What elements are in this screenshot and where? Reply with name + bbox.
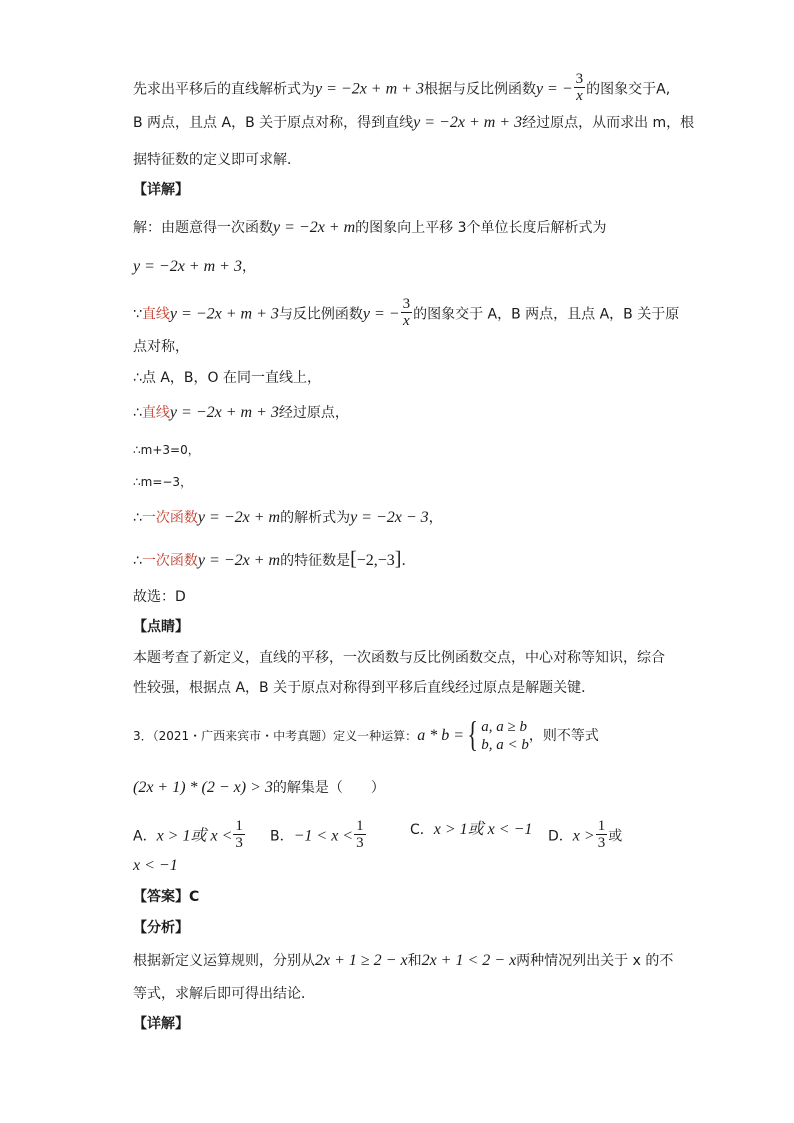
- analysis-line-1: [133, 951, 673, 971]
- math-expr: y = −2x + m: [197, 509, 281, 526]
- math-expr: y = −2x + m + 3: [413, 114, 523, 131]
- numerator: 1: [356, 818, 364, 834]
- math-expr: x < −1: [133, 857, 178, 874]
- text: 与反比例函数: [278, 306, 363, 323]
- answer-text: 【答案】C: [133, 889, 200, 905]
- term-link: 直线: [141, 306, 170, 323]
- solution-line-2: [133, 257, 256, 277]
- option-label: B．: [270, 828, 294, 845]
- math-expr: y = −2x + m + 3: [315, 80, 424, 98]
- math-expr: y = −2x + m: [273, 219, 356, 236]
- left-bracket: [: [350, 548, 357, 570]
- case-1: a, a ≥ b: [481, 719, 527, 735]
- solution-line-11: [133, 587, 186, 607]
- cases: [481, 718, 529, 754]
- math-expr: 2x + 1 < 2 − x: [421, 952, 517, 969]
- solution-line-6: [133, 403, 349, 423]
- text: 故选：D: [133, 589, 186, 605]
- numerator: 3: [575, 71, 584, 87]
- answer: [133, 887, 199, 907]
- text: 经过原点，从而求出 m，根: [522, 115, 695, 131]
- section-heading-analysis: 【分析】: [133, 920, 189, 936]
- solution-line-1: [133, 218, 607, 238]
- fraction: [401, 296, 413, 329]
- math-expr: y = −2x + m + 3: [133, 258, 242, 275]
- question-3-line-1: [133, 714, 599, 754]
- because-symbol: ∵: [133, 306, 142, 323]
- math-expr: y = −: [535, 80, 573, 98]
- option-label: D．: [548, 828, 573, 845]
- comment-line-2: [133, 678, 595, 698]
- option-c[interactable]: [410, 820, 532, 840]
- text: ，: [428, 510, 443, 526]
- text: ，: [241, 259, 256, 275]
- math-expr: y = −2x + m + 3: [169, 404, 279, 421]
- option-b[interactable]: [270, 820, 367, 853]
- math-expr: −1 < x <: [293, 827, 354, 845]
- numerator: 1: [597, 818, 606, 834]
- analysis-line-2: [133, 984, 315, 1004]
- intro-line-1: [133, 73, 670, 106]
- text: 等式，求解后即可得出结论．: [133, 986, 315, 1002]
- solution-line-10: [133, 549, 415, 571]
- option-d[interactable]: [548, 820, 622, 853]
- math-expr: y = −: [362, 305, 400, 323]
- text: 的图象交于A,: [586, 81, 671, 98]
- fraction: [233, 818, 245, 851]
- text: ∴m=−3，: [133, 475, 193, 489]
- option-a[interactable]: [133, 820, 246, 853]
- solution-line-9: [133, 508, 443, 528]
- text: 解：由题意得一次函数: [133, 220, 273, 236]
- option-label: A．: [133, 828, 157, 845]
- term-link: 直线: [141, 405, 170, 421]
- text: 的图象交于 A，B 两点，且点 A，B 关于原: [413, 306, 680, 323]
- denominator: 3: [597, 835, 606, 851]
- term-link: 一次函数: [141, 510, 198, 526]
- text: 性较强，根据点 A，B 关于原点对称得到平移后直线经过原点是解题关键．: [133, 680, 596, 696]
- fraction: [574, 71, 586, 104]
- option-d-continued: [133, 856, 178, 876]
- intro-line-3: [133, 150, 301, 170]
- text: 先求出平移后的直线解析式为: [133, 81, 315, 98]
- therefore-symbol: ∴: [133, 510, 142, 526]
- solution-line-4: [133, 337, 189, 357]
- math-expr: (2x + 1) * (2 − x) > 3: [133, 779, 273, 796]
- therefore-symbol: ∴: [133, 405, 142, 421]
- text: 根据新定义运算规则，分别从: [133, 953, 315, 969]
- section-heading-detail: 【详解】: [133, 182, 189, 198]
- numerator: 3: [402, 296, 411, 312]
- text: 的解析式为: [280, 510, 351, 526]
- denominator: 3: [356, 835, 364, 851]
- math-expr: y = −2x − 3: [350, 509, 429, 526]
- text: 的解集是（ ）: [272, 780, 385, 796]
- math-expr: x > 1或 x < −1: [433, 821, 533, 838]
- text: 的图象向上平移 3个单位长度后解析式为: [355, 220, 607, 236]
- intro-line-2: [133, 113, 694, 133]
- math-expr: y = −2x + m + 3: [169, 305, 279, 323]
- text: 两种情况列出关于 x 的不: [516, 953, 674, 969]
- solution-line-8: [133, 472, 192, 492]
- solution-line-3: [133, 298, 679, 331]
- numerator: 1: [235, 818, 243, 834]
- text: ，则不等式: [528, 728, 599, 744]
- denominator: 3: [235, 835, 243, 851]
- math-expr: 2x + 1 ≥ 2 − x: [315, 952, 408, 969]
- question-number: 3．（2021・广西来宾市・中考真题）定义一种运算：: [133, 729, 418, 743]
- math-expr: y = −2x + m: [197, 552, 281, 569]
- math-expr: x > 1或 x <: [156, 827, 233, 845]
- text: 本题考查了新定义，直线的平移，一次函数与反比例函数交点，中心对称等知识，综合: [133, 650, 665, 666]
- solution-line-7: [133, 440, 200, 460]
- section-heading-comment: 【点睛】: [133, 619, 189, 635]
- text: ．: [401, 553, 416, 569]
- text: B 两点，且点 A，B 关于原点对称，得到直线: [133, 115, 414, 131]
- question-3-line-2: [133, 778, 385, 798]
- text: 和: [407, 953, 422, 969]
- case-2: b, a < b: [481, 737, 529, 753]
- solution-line-5: [133, 368, 321, 388]
- fraction: [596, 818, 608, 851]
- math-expr: a * b =: [417, 727, 464, 744]
- brace: {: [467, 714, 478, 754]
- right-bracket: ]: [394, 548, 402, 570]
- math-expr: −2,−3: [356, 552, 395, 569]
- denominator: x: [574, 87, 586, 104]
- math-expr: x >: [572, 827, 595, 845]
- therefore-symbol: ∴: [133, 553, 142, 569]
- text: 经过原点，: [278, 405, 349, 421]
- fraction: [354, 818, 366, 851]
- denominator: x: [401, 312, 413, 329]
- text: 据特征数的定义即可求解．: [133, 152, 301, 168]
- text: 的特征数是: [280, 553, 351, 569]
- text: 点对称，: [133, 339, 189, 355]
- term-link: 一次函数: [141, 553, 198, 569]
- comment-line-1: [133, 648, 665, 668]
- text: 或: [608, 828, 623, 845]
- section-heading-detail-2: 【详解】: [133, 1016, 189, 1032]
- text: ∴点 A，B，O 在同一直线上，: [133, 370, 322, 386]
- text: 根据与反比例函数: [423, 81, 536, 98]
- text: ∴m+3=0，: [133, 443, 200, 457]
- option-label: C．: [410, 822, 434, 838]
